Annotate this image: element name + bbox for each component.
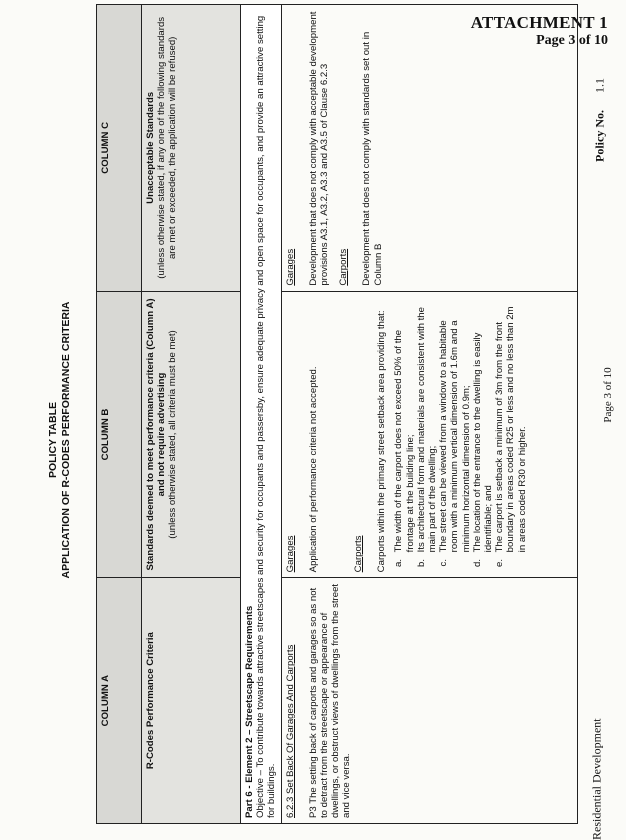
section-title: 6.2.3 Set Back Of Garages And Carports — [284, 644, 296, 818]
performance-criteria-text: P3 The setting back of carports and garages so as not to detract from the streetscape or appearance of dwellings, or obstruct views of dwellings from the street and vice versa. — [307, 583, 353, 818]
column-c-subheading — [142, 5, 241, 292]
footer-page-number: Page 3 of 10 — [602, 367, 614, 423]
column-b-subheading-note: (unless otherwise stated, all criteria must be met) — [167, 330, 179, 539]
column-c-subheading-bold: Unacceptable Standards — [145, 91, 156, 204]
column-b-subheading-bold: Standards deemed to meet performance criteria (Column A) and not require advertising — [145, 298, 168, 571]
column-b-heading: COLUMN B — [97, 291, 142, 578]
garages-heading: Garages — [284, 535, 296, 573]
part-row — [241, 5, 282, 824]
policy-number-value: 1.1 — [592, 78, 607, 93]
column-c-cell — [281, 5, 577, 292]
title-line-2: APPLICATION OF R-CODES PERFORMANCE CRITERIA — [60, 301, 72, 579]
column-c-subheading-note: (unless otherwise stated, if any one of the following standards are met or exceeded, the application will be refused) — [156, 16, 179, 279]
list-item: a. The width of the carport does not exceed 50% of the frontage at the building line; — [393, 297, 415, 557]
part-title: Part 6 - Element 2 – Streetscape Requirements — [244, 605, 255, 818]
title-line-1: POLICY TABLE — [47, 401, 59, 479]
carports-list — [393, 297, 527, 573]
column-a-cell — [281, 578, 577, 824]
carports-intro: Carports within the primary street setback area providing that: — [376, 310, 388, 573]
policy-number — [593, 22, 608, 162]
attachment-title: ATTACHMENT 1 — [470, 13, 608, 32]
carports-text: Development that does not comply with standards set out in Column B — [361, 31, 384, 286]
document-title — [47, 220, 73, 660]
column-c-heading: COLUMN C — [97, 5, 142, 292]
attachment-page: Page 3 of 10 — [536, 33, 608, 48]
policy-table — [96, 4, 564, 824]
list-item: d. The location of the entrance to the dwelling is easily identifiable; and — [472, 297, 494, 557]
column-heading-row — [97, 5, 142, 824]
carports-heading: Carports — [338, 248, 350, 286]
column-a-heading: COLUMN A — [97, 578, 142, 824]
garages-text: Application of performance criteria not accepted. — [307, 366, 319, 573]
table-row — [281, 5, 577, 824]
list-item: c. The street can be viewed from a window to a habitable room with a minimum vertical dimension of 1.6m and a minimum horizontal dimension of 0.9m; — [438, 297, 472, 557]
carports-heading: Carports — [353, 535, 365, 573]
list-item: b. Its architectural form and materials are consistent with the main part of the dwelling; — [416, 297, 438, 557]
policy-number-label: Policy No. — [592, 110, 607, 162]
column-b-subheading — [142, 291, 241, 578]
part-cell — [241, 5, 282, 824]
part-objective: Objective – To contribute towards attractive streetscapes and security for occupants and passersby, ensure adequate privacy and open space for occupants, and provide an attractive setting for buildings. — [255, 15, 278, 818]
garages-text: Development that does not comply with acceptable development provisions A3.1, A3.2, A3.3 and A3.5 of Clause 6.2.3 — [307, 11, 331, 286]
column-b-cell — [281, 291, 577, 578]
column-a-subheading — [142, 578, 241, 824]
column-a-subheading-text: R-Codes Performance Criteria — [145, 632, 156, 770]
footer-document-name: Residential Development — [589, 718, 604, 840]
list-item: e. The carport is setback a minimum of 3m from the front boundary in areas coded R25 or less and no less than 2m in areas coded R30 or higher. — [494, 297, 528, 557]
column-subheading-row — [142, 5, 241, 824]
garages-heading: Garages — [284, 248, 296, 286]
